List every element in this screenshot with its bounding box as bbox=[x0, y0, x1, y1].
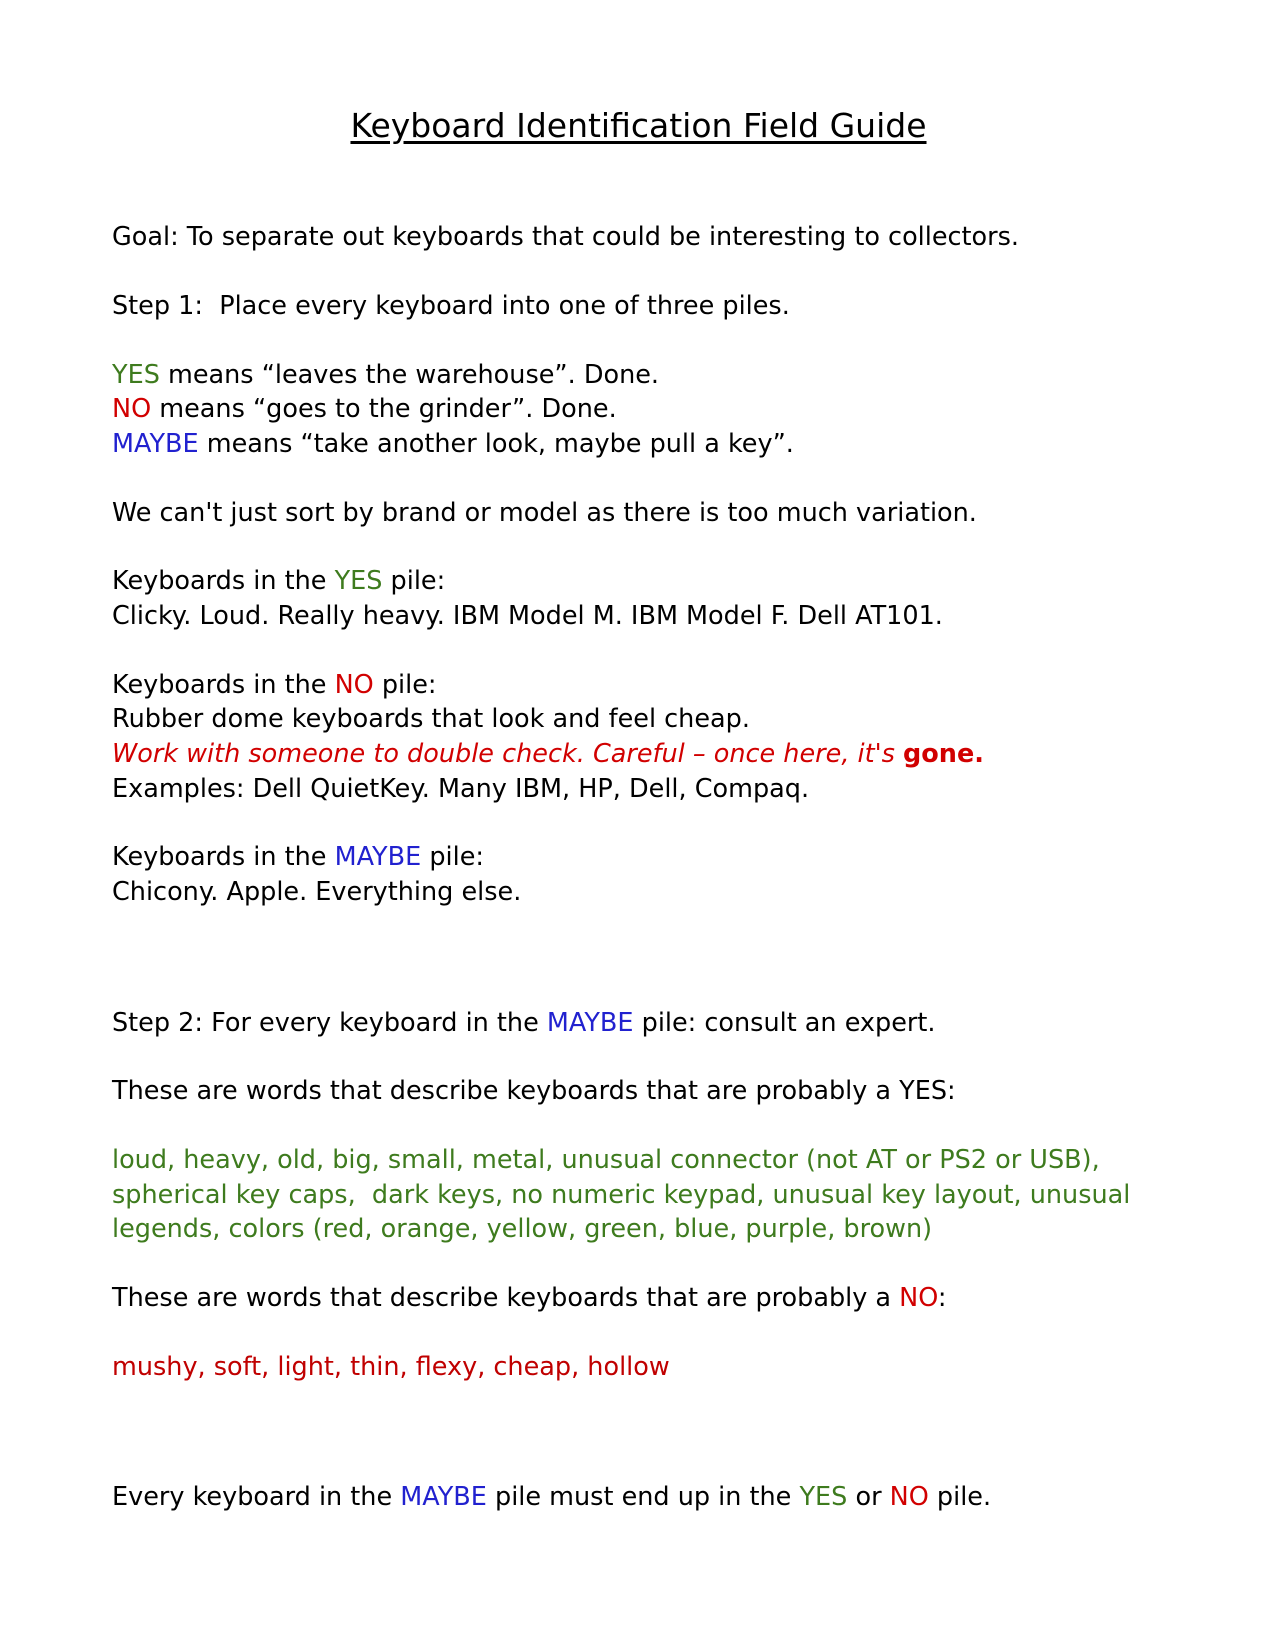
maybe-pile-heading-before: Keyboards in the bbox=[112, 842, 335, 873]
no-pile-examples: Examples: Dell QuietKey. Many IBM, HP, Dell, Compaq. bbox=[112, 773, 810, 804]
no-words-intro bbox=[112, 1281, 1165, 1316]
no-pile-heading-after: pile: bbox=[373, 669, 437, 700]
spacer bbox=[112, 1247, 1165, 1281]
spacer bbox=[112, 146, 1165, 220]
goal-paragraph: Goal: To separate out keyboards that could be interesting to collectors. bbox=[112, 222, 1020, 253]
yes-pile-heading-label: YES bbox=[334, 566, 383, 597]
spacer bbox=[112, 910, 1165, 1006]
variation-note: We can't just sort by brand or model as there is too much variation. bbox=[112, 497, 977, 528]
no-pile-warning bbox=[112, 737, 1165, 772]
no-words-intro-after: : bbox=[937, 1283, 947, 1314]
yes-pile-heading-before: Keyboards in the bbox=[112, 566, 335, 597]
spacer bbox=[112, 1109, 1165, 1143]
spacer bbox=[112, 530, 1165, 564]
closing-part1: Every keyboard in the bbox=[112, 1482, 401, 1513]
spacer bbox=[112, 634, 1165, 668]
pile-definitions bbox=[112, 358, 1165, 462]
spacer bbox=[112, 255, 1165, 289]
step2-heading-before: Step 2: For every keyboard in the bbox=[112, 1007, 547, 1038]
spacer bbox=[112, 462, 1165, 496]
page-title-text: Keyboard Identification Field Guide bbox=[350, 106, 927, 145]
maybe-pile-body: Chicony. Apple. Everything else. bbox=[112, 876, 522, 907]
spacer bbox=[112, 1316, 1165, 1350]
definition-no bbox=[112, 392, 1165, 427]
spacer bbox=[112, 806, 1165, 840]
closing-label-no: NO bbox=[889, 1482, 929, 1513]
page-title bbox=[112, 96, 1165, 146]
no-pile-heading bbox=[112, 668, 1165, 703]
yes-pile-heading bbox=[112, 564, 1165, 599]
maybe-pile-heading bbox=[112, 840, 1165, 875]
maybe-pile-section bbox=[112, 840, 1165, 909]
spacer bbox=[112, 1040, 1165, 1074]
definition-maybe-text: means “take another look, maybe pull a key”. bbox=[198, 428, 794, 459]
step2-heading bbox=[112, 1006, 1165, 1041]
spacer bbox=[112, 324, 1165, 358]
no-word-list: mushy, soft, light, thin, flexy, cheap, hollow bbox=[112, 1351, 670, 1382]
step1-heading: Step 1: Place every keyboard into one of three piles. bbox=[112, 290, 790, 321]
yes-pile-body: Clicky. Loud. Really heavy. IBM Model M. IBM Model F. Dell AT101. bbox=[112, 600, 943, 631]
closing-label-maybe: MAYBE bbox=[400, 1482, 487, 1513]
no-pile-warning-bold: gone. bbox=[903, 738, 984, 769]
closing-part4: pile. bbox=[928, 1482, 992, 1513]
closing-part2: pile must end up in the bbox=[486, 1482, 800, 1513]
closing-label-yes: YES bbox=[799, 1482, 848, 1513]
step2-heading-after: pile: consult an expert. bbox=[633, 1007, 936, 1038]
closing-statement bbox=[112, 1480, 1165, 1515]
step2-heading-label: MAYBE bbox=[546, 1007, 634, 1038]
definition-no-text: means “goes to the grinder”. Done. bbox=[151, 394, 617, 425]
closing-part3: or bbox=[847, 1482, 890, 1513]
definition-yes bbox=[112, 358, 1165, 393]
maybe-pile-heading-label: MAYBE bbox=[334, 842, 422, 873]
yes-pile-heading-after: pile: bbox=[382, 566, 446, 597]
no-pile-heading-before: Keyboards in the bbox=[112, 669, 335, 700]
definition-yes-text: means “leaves the warehouse”. Done. bbox=[159, 359, 660, 390]
no-pile-body: Rubber dome keyboards that look and feel cheap. bbox=[112, 704, 750, 735]
yes-pile-section bbox=[112, 564, 1165, 633]
no-words-intro-before: These are words that describe keyboards that are probably a bbox=[112, 1283, 900, 1314]
maybe-pile-heading-after: pile: bbox=[421, 842, 484, 873]
yes-words-intro: These are words that describe keyboards that are probably a YES: bbox=[112, 1076, 956, 1107]
definition-no-label: NO bbox=[112, 394, 152, 425]
no-pile-section bbox=[112, 668, 1165, 807]
definition-yes-label: YES bbox=[112, 359, 160, 390]
no-pile-warning-italic: Work with someone to double check. Careful – once here, it's bbox=[112, 738, 904, 769]
yes-word-list: loud, heavy, old, big, small, metal, unusual connector (not AT or PS2 or USB), spherical key caps, dark keys, no numeric keypad, unusual key layout, unusual legends, colors (red, orange, yellow, green, blue, purple, brown) bbox=[112, 1145, 1139, 1245]
no-pile-heading-label: NO bbox=[334, 669, 374, 700]
definition-maybe bbox=[112, 427, 1165, 462]
spacer bbox=[112, 1384, 1165, 1480]
definition-maybe-label: MAYBE bbox=[112, 428, 199, 459]
no-words-intro-label: NO bbox=[899, 1283, 938, 1314]
